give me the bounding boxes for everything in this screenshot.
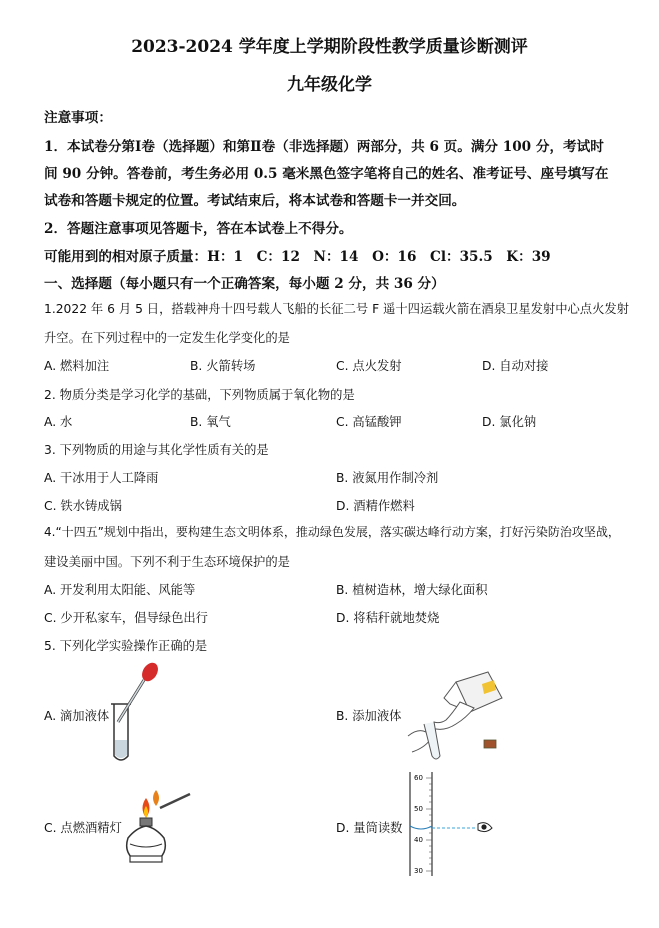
- cylinder-tick-40: 40: [414, 836, 423, 844]
- q5-option-a: A. 滴加液体: [44, 709, 110, 723]
- q1-stem-line-1: 1.2022 年 6 月 5 日，搭载神舟十四号载人飞船的长征二号 F 遥十四运载火箭在酒泉卫星发射中心点火发射: [44, 302, 629, 316]
- q5-stem: 5. 下列化学实验操作正确的是: [44, 639, 208, 653]
- q2-option-c: C. 高锰酸钾: [336, 415, 402, 429]
- q1-option-b: B. 火箭转场: [190, 359, 256, 373]
- alcohol-lamp-figure: [122, 788, 192, 868]
- exam-title: 2023-2024 学年度上学期阶段性教学质量诊断测评: [131, 37, 528, 57]
- q1-option-c: C. 点火发射: [336, 359, 402, 373]
- q1-stem-line-2: 升空。在下列过程中的一定发生化学变化的是: [44, 331, 290, 345]
- q5-option-b: B. 添加液体: [336, 709, 402, 723]
- pouring-liquid-figure: [404, 668, 506, 766]
- q2-option-a: A. 水: [44, 415, 73, 429]
- q5-option-d: D. 量筒读数: [336, 821, 403, 835]
- q4-option-d: D. 将秸秆就地焚烧: [336, 611, 440, 625]
- section-heading: 一、选择题（每小题只有一个正确答案，每小题 2 分，共 36 分）: [44, 276, 445, 292]
- notice-heading: 注意事项：: [44, 110, 112, 126]
- q2-option-d: D. 氯化钠: [482, 415, 537, 429]
- q1-option-d: D. 自动对接: [482, 359, 549, 373]
- q3-option-d: D. 酒精作燃料: [336, 499, 415, 513]
- q4-option-c: C. 少开私家车，倡导绿色出行: [44, 611, 208, 625]
- cylinder-tick-60: 60: [414, 774, 423, 782]
- q3-option-b: B. 液氮用作制冷剂: [336, 471, 439, 485]
- atomic-mass-line: 可能用到的相对原子质量：H：1 C：12 N：14 O：16 Cl：35.5 K：39: [44, 249, 551, 265]
- q4-stem-line-2: 建设美丽中国。下列不利于生态环境保护的是: [44, 555, 290, 569]
- notice-line-3: 试卷和答题卡规定的位置。考试结束后，将本试卷和答题卡一并交回。: [44, 193, 466, 209]
- q4-option-a: A. 开发利用太阳能、风能等: [44, 583, 196, 597]
- q3-option-c: C. 铁水铸成锅: [44, 499, 122, 513]
- q2-stem: 2. 物质分类是学习化学的基础，下列物质属于氧化物的是: [44, 388, 355, 402]
- notice-line-4: 2．答题注意事项见答题卡，答在本试卷上不得分。: [44, 221, 353, 237]
- q1-option-a: A. 燃料加注: [44, 359, 110, 373]
- notice-line-2: 间 90 分钟。答卷前，考生务必用 0.5 毫米黑色签字笔将自己的姓名、准考证号、座号填写在: [44, 166, 609, 182]
- graduated-cylinder-figure: [402, 772, 498, 878]
- q3-option-a: A. 干冰用于人工降雨: [44, 471, 159, 485]
- notice-line-1: 1．本试卷分第Ⅰ卷（选择题）和第Ⅱ卷（非选择题）两部分，共 6 页。满分 100 分，考试时: [44, 139, 604, 155]
- q4-option-b: B. 植树造林，增大绿化面积: [336, 583, 488, 597]
- q2-option-b: B. 氧气: [190, 415, 231, 429]
- q5-option-c: C. 点燃酒精灯: [44, 821, 122, 835]
- exam-subtitle: 九年级化学: [287, 75, 372, 95]
- cylinder-tick-30: 30: [414, 867, 423, 875]
- dropper-test-tube-figure: [104, 660, 164, 766]
- q3-stem: 3. 下列物质的用途与其化学性质有关的是: [44, 443, 269, 457]
- cylinder-tick-50: 50: [414, 805, 423, 813]
- q4-stem-line-1: 4.“十四五”规划中指出，要构建生态文明体系，推动绿色发展，落实碳达峰行动方案，打好污染防治攻坚战，: [44, 525, 620, 539]
